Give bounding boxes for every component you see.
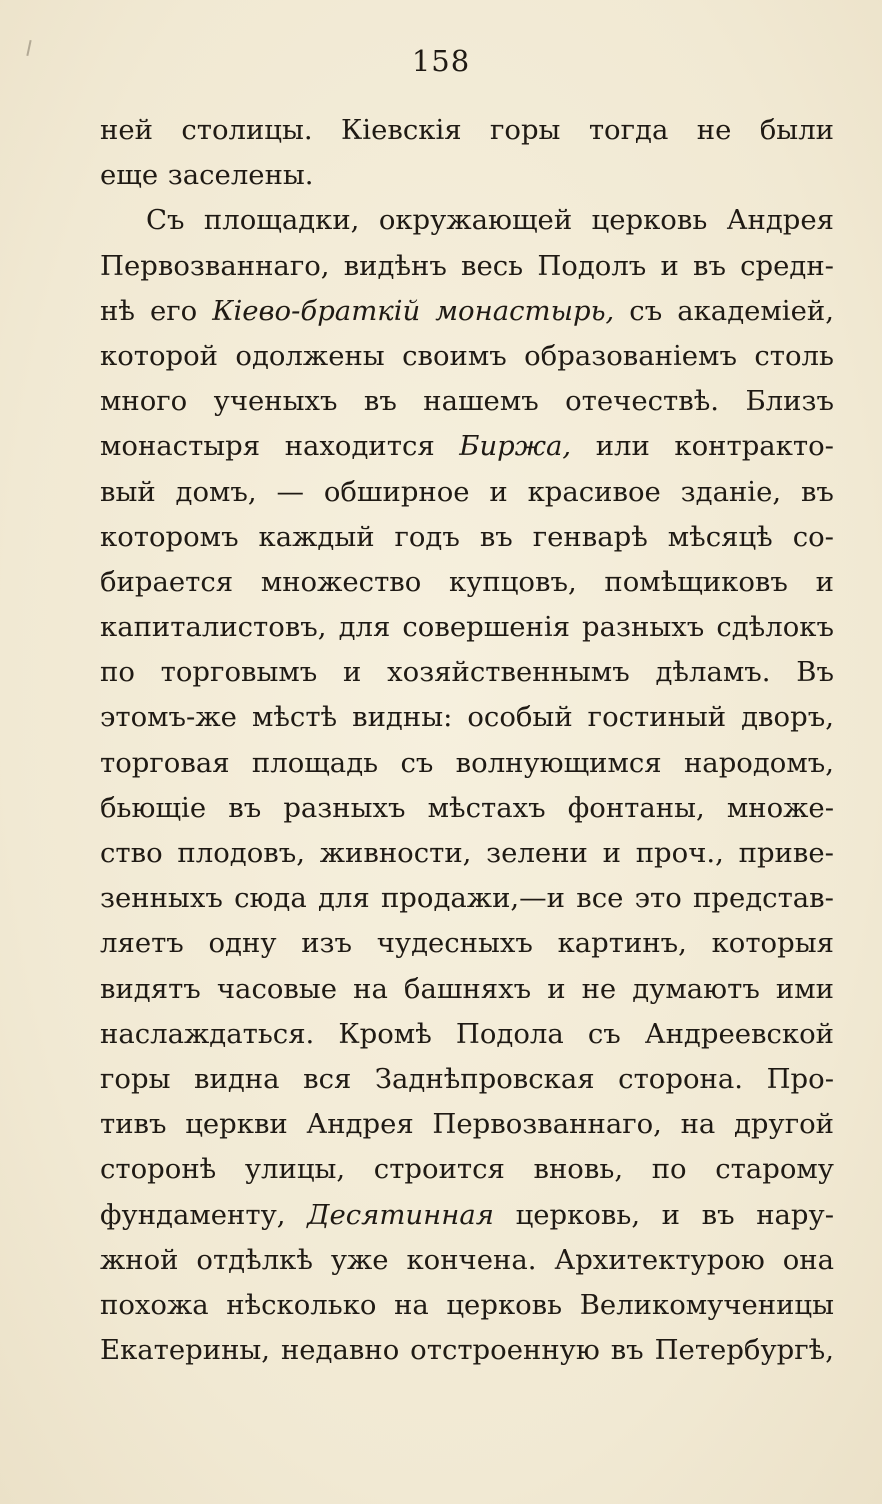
word: сдѣлокъ [716,611,834,644]
word: съ [400,746,434,779]
word: чудесныхъ [376,927,533,960]
word: на [680,1108,716,1141]
word: въ [701,1198,735,1231]
word: отечествѣ. [565,385,720,418]
text-line [100,741,834,786]
text-line [100,786,834,831]
word: гостиный [587,701,727,734]
word: зенныхъ [100,882,223,915]
word: бирается [100,565,234,598]
text-line [100,1193,834,1238]
word: видна [194,1062,280,1095]
word: волнующимся [455,746,662,779]
word: сторонѣ [100,1153,217,1186]
word: окружающей [378,204,573,237]
word: множество [260,565,422,598]
word: которыя [711,927,834,960]
word: она [782,1243,834,1276]
word: часовые [216,972,338,1005]
word: заселены. [167,159,314,192]
word: сторона. [618,1062,743,1095]
word: горы [100,1062,171,1095]
word: живности, [319,837,472,869]
text-line [100,1057,834,1102]
text-line [100,379,834,424]
word: домъ, [175,475,257,508]
word: старому [715,1153,834,1186]
word: по [100,656,135,689]
word: жной [100,1243,179,1276]
text-line [100,1102,834,1147]
word: особый [467,701,573,734]
word: Въ [796,656,834,689]
word: Петербургѣ, [654,1334,834,1367]
word: разныхъ [582,611,705,644]
word: недавно [280,1334,400,1367]
word: съ [629,294,663,327]
text-line [100,153,834,198]
word: этомъ-же [100,701,237,734]
word: отстроенную [410,1334,600,1367]
text-line [100,1328,834,1373]
text-line [100,244,834,289]
word: это [634,882,682,915]
word: которомъ [100,520,239,553]
word: нѣсколько [226,1288,377,1321]
word: со- [792,520,834,553]
body-text [100,108,834,1373]
word: средн- [740,249,834,282]
word: видны: [352,701,453,734]
word: монастыря [100,430,261,463]
word: и [343,656,362,689]
word: наслаждаться. [100,1017,315,1050]
word: въ [363,385,397,418]
word: въ [800,475,834,508]
word: мѣсяцѣ [667,520,773,553]
word: продажи,—и [380,882,565,915]
word: весь [461,249,524,282]
word: тивъ [100,1108,167,1141]
word: другой [733,1108,834,1141]
word: народомъ, [683,746,834,779]
word: Архитектурою [554,1243,765,1276]
word: и [602,837,621,869]
word: площадки, [203,204,360,237]
word: торговая [100,746,230,779]
word: Андрея [726,204,834,237]
word: и [489,475,508,508]
word: каждый [258,520,375,553]
word: столицы. [181,114,313,146]
word: академіей, [677,294,834,327]
word: на [353,972,388,1005]
word: видятъ [100,972,201,1005]
word: строится [373,1153,505,1186]
word: купцовъ, [449,565,577,598]
word: въ [479,520,513,553]
text-line [100,560,834,605]
word: одолжены [235,339,385,372]
word: и [660,249,679,282]
word: Заднѣпровская [374,1062,595,1095]
word: вновь, [533,1153,624,1186]
word: бьющіе [100,791,207,824]
word: нѣ [100,294,135,327]
word: приве- [738,837,834,869]
word: церковь, [515,1198,641,1231]
word: ими [775,972,834,1005]
word: совершенія [402,611,571,644]
text-line [100,289,834,334]
word: фундаменту, [100,1198,286,1231]
word: кончена. [406,1243,537,1276]
italic-word: Биржа, [459,430,572,463]
italic-word: Десятинная [307,1198,494,1231]
text-line [100,921,834,966]
word: съ [587,1017,621,1050]
word: мѣстѣ [251,701,338,734]
word: церкви [185,1108,288,1141]
text-line [100,876,834,921]
word: разныхъ [283,791,406,824]
word: и [661,1198,681,1231]
word: Про- [766,1062,834,1095]
text-line [100,1147,834,1192]
word: для [338,611,391,644]
word: Кіевскія [341,114,462,146]
word: изъ [301,927,353,960]
word: церковь [446,1288,563,1321]
word: видѣнъ [343,249,447,282]
text-line [100,198,834,243]
word: для [317,882,370,915]
word: тогда [588,114,669,146]
word: контракто- [674,430,834,463]
word: нашемъ [423,385,539,418]
word: еще [100,159,159,192]
word: торговымъ [160,656,318,689]
text-line [100,831,834,876]
word: капиталистовъ, [100,611,327,644]
word: ство [100,837,163,869]
word: хозяйственнымъ [387,656,630,689]
text-line [100,108,834,153]
word: были [759,114,834,146]
word: Великомученицы [579,1288,834,1321]
word: одну [208,927,277,960]
word: генварѣ [532,520,648,553]
word: Первозваннаго, [100,249,330,282]
word: ученыхъ [213,385,338,418]
word: вся [303,1062,352,1095]
word: Андрея [306,1108,414,1141]
word: дѣламъ. [655,656,771,689]
text-line [100,967,834,1012]
word: въ [228,791,262,824]
text-line [100,424,834,469]
word: годъ [394,520,460,553]
text-line [100,470,834,515]
text-line [100,1283,834,1328]
word: или [595,430,650,463]
word: въ [692,249,726,282]
word: нару- [756,1198,834,1231]
word: зелени [486,837,588,869]
word: церковь [591,204,708,237]
word: которой [100,339,219,372]
word: думаютъ [632,972,760,1005]
word: Подолъ [537,249,647,282]
word: и [815,565,834,598]
word: обширное [323,475,470,508]
text-line [100,605,834,650]
word: улицы, [244,1153,346,1186]
word: не [581,972,617,1005]
word: множе- [726,791,834,824]
word: Первозваннаго, [432,1108,662,1141]
word: — [276,475,304,508]
word: горы [489,114,561,146]
text-line [100,1238,834,1283]
word: Екатерины, [100,1334,271,1367]
italic-word: Кіево-браткій [212,294,421,327]
word: Андреевской [644,1017,834,1050]
word: находится [284,430,435,463]
word: не [696,114,732,146]
word: представ- [693,882,834,915]
word: дворъ, [741,701,834,734]
word: Подола [455,1017,564,1050]
word: красивое [527,475,661,508]
word: Кромѣ [338,1017,432,1050]
word: образованіемъ [524,339,737,372]
text-line [100,650,834,695]
word: похожа [100,1288,209,1321]
word: своимъ [402,339,507,372]
word: вый [100,475,156,508]
word: фонтаны, [567,791,705,824]
word: отдѣлкѣ [196,1243,313,1276]
word: уже [330,1243,389,1276]
word: проч., [635,837,724,869]
word: зданіе, [680,475,782,508]
word: сюда [234,882,307,915]
word: картинъ, [557,927,687,960]
text-line [100,695,834,740]
word: Близъ [745,385,834,418]
word: башняхъ [403,972,532,1005]
word: ляетъ [100,927,184,960]
word: Съ [146,204,185,237]
word: помѣщиковъ [604,565,788,598]
page-number: 158 [411,44,471,78]
word: ней [100,114,153,146]
word: площадь [251,746,379,779]
word: по [651,1153,687,1186]
word: и [547,972,566,1005]
word: столь [754,339,834,372]
word: на [394,1288,429,1321]
word: его [149,294,198,327]
italic-word: монастырь, [435,294,615,327]
word: плодовъ, [177,837,305,869]
text-line [100,1012,834,1057]
text-line [100,334,834,379]
word: много [100,385,188,418]
text-line [100,515,834,560]
word: въ [610,1334,644,1367]
word: все [576,882,624,915]
word: мѣстахъ [427,791,546,824]
